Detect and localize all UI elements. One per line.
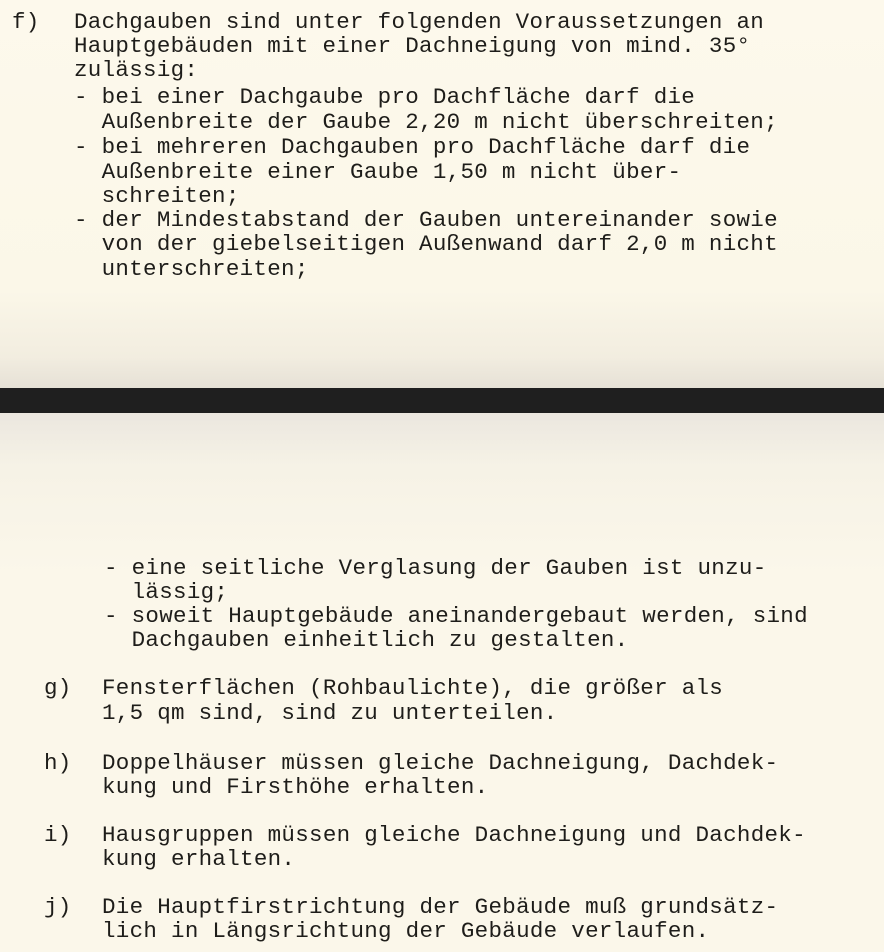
section-marker-j: j) bbox=[44, 894, 72, 920]
section-f-bullet-3-line-3: unterschreiten; bbox=[74, 256, 309, 282]
continued-bullet-2-line-1: - soweit Hauptgebäude aneinandergebaut werden, sind bbox=[104, 603, 808, 629]
section-f-bullet-1-line-2: Außenbreite der Gaube 2,20 m nicht überschreiten; bbox=[74, 109, 778, 135]
continued-bullet-2-line-2: Dachgauben einheitlich zu gestalten. bbox=[104, 627, 629, 653]
section-j-line-2: lich in Längsrichtung der Gebäude verlaufen. bbox=[102, 918, 710, 944]
section-f-bullet-3-line-1: - der Mindestabstand der Gauben untereinander sowie bbox=[74, 207, 778, 233]
section-f-bullet-2-line-2: Außenbreite einer Gaube 1,50 m nicht über- bbox=[74, 159, 682, 185]
section-g-line-1: Fensterflächen (Rohbaulichte), die größer als bbox=[102, 675, 724, 701]
section-j-line-1: Die Hauptfirstrichtung der Gebäude muß grundsätz- bbox=[102, 894, 779, 920]
section-h-line-2: kung und Firsthöhe erhalten. bbox=[102, 774, 489, 800]
section-marker-f: f) bbox=[12, 9, 40, 35]
section-f-line-2: Hauptgebäuden mit einer Dachneigung von mind. 35° bbox=[74, 33, 751, 59]
continued-bullet-1-line-2: lässig; bbox=[104, 579, 229, 605]
scan-page-top bbox=[0, 0, 884, 388]
scan-page-bottom bbox=[0, 413, 884, 952]
section-marker-h: h) bbox=[44, 750, 72, 776]
page-divider-bar bbox=[0, 388, 884, 413]
section-i-line-1: Hausgruppen müssen gleiche Dachneigung und Dachdek- bbox=[102, 822, 806, 848]
section-f-line-3: zulässig: bbox=[74, 57, 199, 83]
section-i-line-2: kung erhalten. bbox=[102, 846, 296, 872]
section-g-line-2: 1,5 qm sind, sind zu unterteilen. bbox=[102, 700, 558, 726]
continued-bullet-1-line-1: - eine seitliche Verglasung der Gauben ist unzu- bbox=[104, 555, 767, 581]
section-f-line-1: Dachgauben sind unter folgenden Voraussetzungen an bbox=[74, 9, 765, 35]
section-marker-i: i) bbox=[44, 822, 72, 848]
section-f-bullet-2-line-1: - bei mehreren Dachgauben pro Dachfläche darf die bbox=[74, 134, 751, 160]
section-f-bullet-1-line-1: - bei einer Dachgaube pro Dachfläche darf die bbox=[74, 84, 696, 110]
section-f-bullet-2-line-3: schreiten; bbox=[74, 183, 240, 209]
section-f-bullet-3-line-2: von der giebelseitigen Außenwand darf 2,0 m nicht bbox=[74, 231, 778, 257]
section-h-line-1: Doppelhäuser müssen gleiche Dachneigung, Dachdek- bbox=[102, 750, 779, 776]
section-marker-g: g) bbox=[44, 675, 72, 701]
